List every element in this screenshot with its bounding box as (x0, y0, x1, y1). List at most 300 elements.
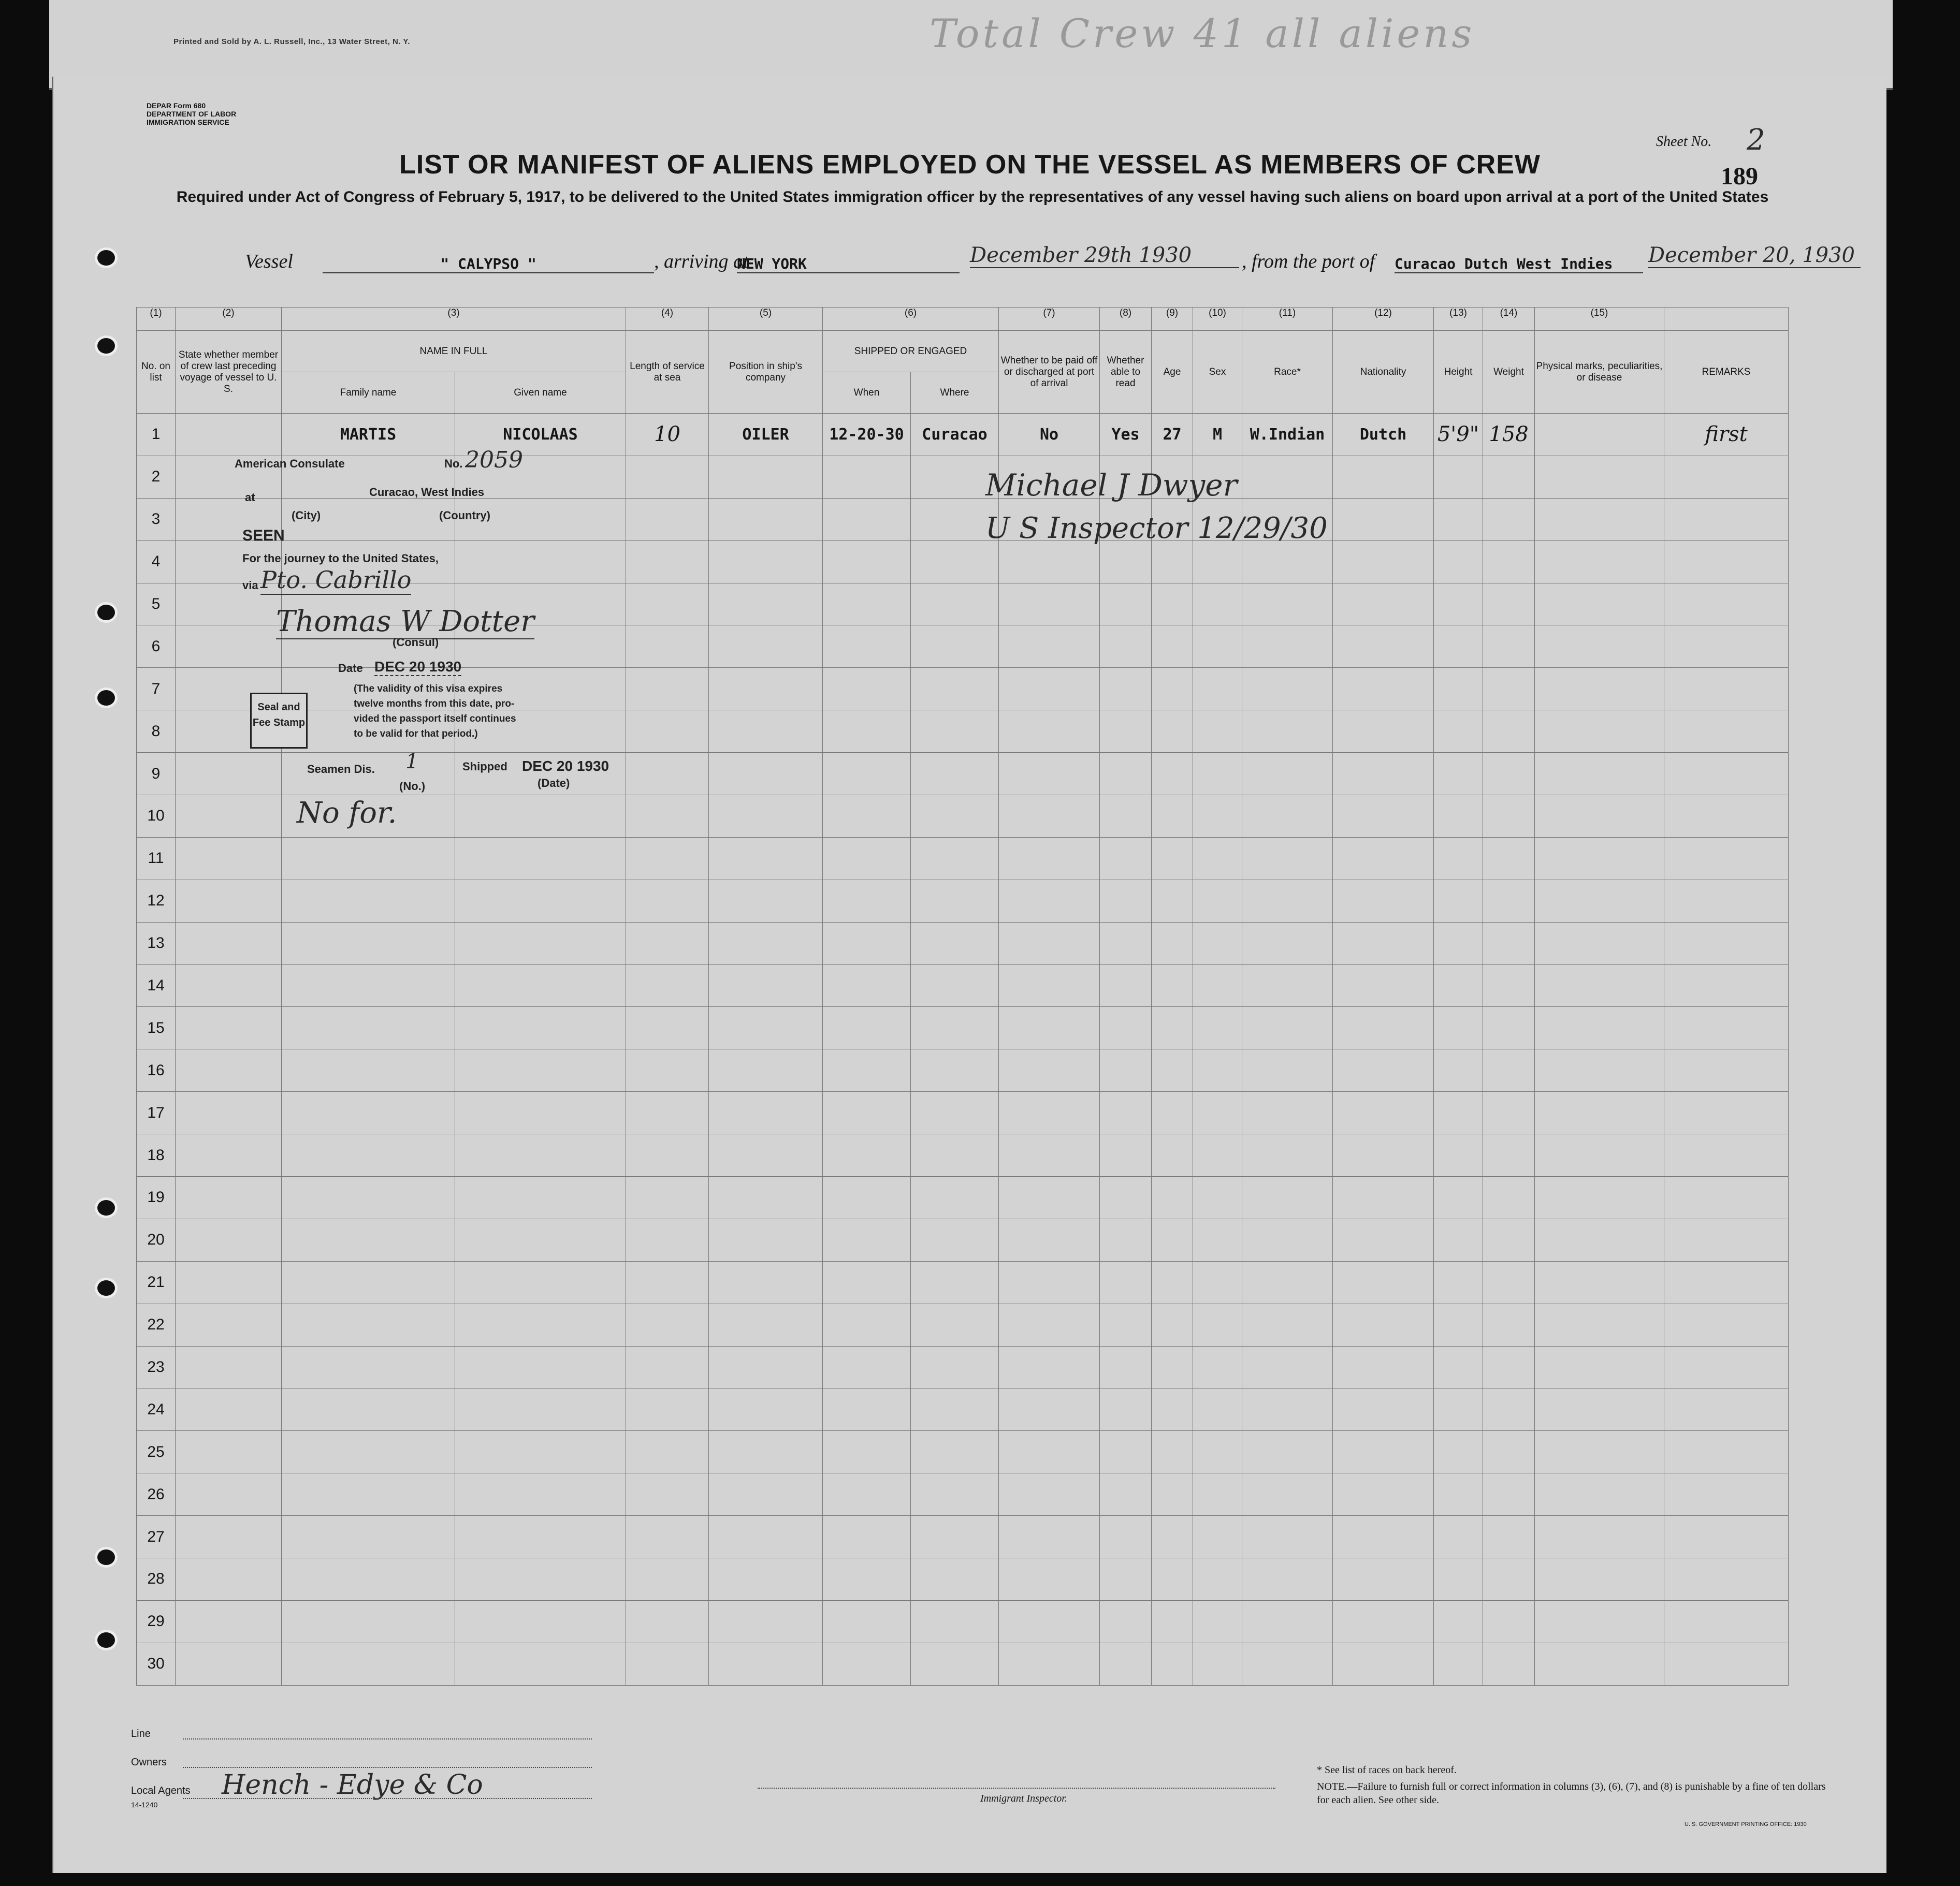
table-cell (282, 964, 455, 1007)
row-number: 6 (137, 625, 176, 668)
table-cell (999, 1473, 1100, 1516)
table-cell (1152, 1473, 1193, 1516)
table-cell (1483, 1473, 1535, 1516)
visa-date: DEC 20 1930 (374, 659, 461, 676)
table-cell: W.Indian (1242, 414, 1333, 456)
row-number: 18 (137, 1134, 176, 1177)
table-row (137, 1134, 1789, 1177)
table-cell (1535, 1431, 1664, 1473)
header-able-read: Whether able to read (1100, 331, 1152, 414)
table-cell (999, 1558, 1100, 1601)
table-cell (1193, 1431, 1242, 1473)
table-cell (1535, 668, 1664, 710)
country-label: (Country) (439, 509, 490, 522)
table-cell (176, 795, 282, 838)
table-cell (1535, 1049, 1664, 1092)
table-cell (1193, 1177, 1242, 1219)
header-no-on-list: No. on list (137, 331, 176, 414)
row-number: 11 (137, 837, 176, 880)
table-cell (282, 1643, 455, 1685)
table-cell (626, 456, 709, 498)
table-row (137, 1007, 1789, 1049)
table-cell (1535, 1007, 1664, 1049)
table-cell (455, 1007, 626, 1049)
table-row (137, 1516, 1789, 1558)
table-cell (1664, 1261, 1789, 1304)
table-cell (1483, 583, 1535, 625)
table-cell (282, 1092, 455, 1134)
table-cell (1664, 583, 1789, 625)
table-cell (709, 1049, 823, 1092)
table-cell (999, 710, 1100, 753)
table-cell (455, 922, 626, 964)
column-number: (3) (282, 308, 626, 331)
table-cell (823, 1049, 911, 1092)
table-cell (1483, 1134, 1535, 1177)
header-nationality: Nationality (1333, 331, 1434, 414)
table-cell (1100, 625, 1152, 668)
table-cell (626, 1261, 709, 1304)
table-cell (709, 795, 823, 838)
table-cell (823, 1431, 911, 1473)
table-cell (1333, 1134, 1434, 1177)
table-cell (176, 1388, 282, 1431)
column-number: (14) (1483, 308, 1535, 331)
row-number: 24 (137, 1388, 176, 1431)
table-cell (626, 1304, 709, 1346)
table-cell (911, 753, 999, 795)
table-cell (626, 540, 709, 583)
page-title: LIST OR MANIFEST OF ALIENS EMPLOYED ON THE VESSEL AS MEMBERS OF CREW (399, 150, 1541, 180)
table-cell: No (999, 414, 1100, 456)
table-cell (911, 1473, 999, 1516)
shipped-label: Shipped (462, 760, 507, 773)
table-cell (709, 1304, 823, 1346)
manifest-sheet (52, 77, 1886, 1873)
table-cell: first (1664, 414, 1789, 456)
table-cell (1333, 1473, 1434, 1516)
table-cell (1535, 1388, 1664, 1431)
table-cell (626, 1007, 709, 1049)
column-number: (8) (1100, 308, 1152, 331)
table-cell (1535, 837, 1664, 880)
table-cell (1193, 1134, 1242, 1177)
table-cell (176, 1134, 282, 1177)
handwritten-note: No for. (297, 796, 397, 830)
table-cell (1100, 753, 1152, 795)
table-cell (999, 1346, 1100, 1388)
table-cell (455, 1049, 626, 1092)
table-cell (823, 1473, 911, 1516)
table-cell (282, 1431, 455, 1473)
table-cell (1483, 456, 1535, 498)
table-cell (1664, 1346, 1789, 1388)
table-cell (1242, 1600, 1333, 1643)
table-cell (709, 964, 823, 1007)
table-cell (1664, 1092, 1789, 1134)
table-cell (455, 1600, 626, 1643)
owners-label: Owners (131, 1757, 167, 1768)
date-paren-label: (Date) (538, 777, 570, 790)
row-number: 21 (137, 1261, 176, 1304)
table-cell (1483, 1388, 1535, 1431)
table-cell (1483, 625, 1535, 668)
table-cell (1152, 1177, 1193, 1219)
table-cell (1333, 880, 1434, 922)
table-cell (1535, 1558, 1664, 1601)
table-cell (1152, 1219, 1193, 1261)
table-cell (709, 1177, 823, 1219)
table-cell (1242, 837, 1333, 880)
table-cell (1242, 1516, 1333, 1558)
table-cell (1100, 540, 1152, 583)
table-cell (1664, 668, 1789, 710)
table-cell (1434, 1346, 1483, 1388)
validity-line: twelve months from this date, pro- (354, 698, 515, 709)
table-cell (911, 1643, 999, 1685)
table-cell (626, 668, 709, 710)
table-cell (1193, 880, 1242, 922)
table-row (137, 1558, 1789, 1601)
line-label: Line (131, 1728, 151, 1739)
table-cell (455, 1643, 626, 1685)
table-cell (1434, 1134, 1483, 1177)
column-number-row (137, 308, 1789, 331)
row-number: 4 (137, 540, 176, 583)
table-cell (1242, 540, 1333, 583)
table-cell (1535, 1473, 1664, 1516)
table-cell (282, 1134, 455, 1177)
header-last-voyage: State whether member of crew last preceding voyage of vessel to U. S. (176, 331, 282, 414)
table-cell (1535, 1304, 1664, 1346)
table-cell (626, 625, 709, 668)
header-sex: Sex (1193, 331, 1242, 414)
departure-date: December 20, 1930 (1648, 243, 1861, 268)
table-cell (282, 1219, 455, 1261)
table-cell (709, 1219, 823, 1261)
table-cell (626, 1643, 709, 1685)
table-cell (626, 1346, 709, 1388)
table-cell (1152, 1431, 1193, 1473)
table-cell (999, 922, 1100, 964)
table-cell (626, 1431, 709, 1473)
validity-line: vided the passport itself continues (354, 713, 516, 724)
table-cell (999, 964, 1100, 1007)
table-cell (823, 1388, 911, 1431)
row-number: 8 (137, 710, 176, 753)
table-cell (176, 625, 282, 668)
row-number: 23 (137, 1346, 176, 1388)
table-cell (823, 668, 911, 710)
table-cell (999, 1431, 1100, 1473)
table-cell (1242, 964, 1333, 1007)
table-cell (1664, 456, 1789, 498)
table-cell (1483, 1092, 1535, 1134)
table-cell (1664, 540, 1789, 583)
table-cell (1193, 1304, 1242, 1346)
table-cell (1434, 795, 1483, 838)
table-cell (1100, 710, 1152, 753)
from-port: Curacao Dutch West Indies (1395, 255, 1643, 273)
row-number: 13 (137, 922, 176, 964)
column-number: (10) (1193, 308, 1242, 331)
table-row (137, 922, 1789, 964)
table-cell (1152, 837, 1193, 880)
row-number: 30 (137, 1643, 176, 1685)
header-family-name: Family name (282, 372, 455, 414)
table-cell (626, 1600, 709, 1643)
table-cell (1333, 456, 1434, 498)
table-cell (1664, 1049, 1789, 1092)
table-cell (626, 1388, 709, 1431)
inspector-signature-field (758, 1788, 1275, 1789)
punch-hole (95, 247, 118, 268)
table-cell (1193, 1558, 1242, 1601)
row-number: 10 (137, 795, 176, 838)
table-cell (911, 540, 999, 583)
table-cell (1193, 1007, 1242, 1049)
table-cell (1152, 922, 1193, 964)
table-cell (1434, 583, 1483, 625)
table-cell (1535, 964, 1664, 1007)
table-cell (709, 1431, 823, 1473)
header-position: Position in ship's company (709, 331, 823, 414)
table-cell (911, 583, 999, 625)
table-cell (999, 753, 1100, 795)
table-cell (1483, 1261, 1535, 1304)
table-cell (911, 1092, 999, 1134)
table-cell: 5'9" (1434, 414, 1483, 456)
crew-manifest-table (136, 307, 1789, 1686)
table-cell (1152, 880, 1193, 922)
table-cell (1664, 1558, 1789, 1601)
column-number (1664, 308, 1789, 331)
table-cell (1535, 456, 1664, 498)
table-cell (626, 922, 709, 964)
table-cell (911, 1261, 999, 1304)
table-cell (1664, 753, 1789, 795)
table-cell (1333, 1346, 1434, 1388)
table-cell (709, 1134, 823, 1177)
table-cell (1333, 1516, 1434, 1558)
printing-office: U. S. GOVERNMENT PRINTING OFFICE: 1930 (1685, 1821, 1807, 1827)
vessel-label: Vessel (245, 251, 293, 272)
row-number: 17 (137, 1092, 176, 1134)
column-number: (2) (176, 308, 282, 331)
table-cell (1100, 1177, 1152, 1219)
header-remarks: REMARKS (1664, 331, 1789, 414)
table-cell (709, 753, 823, 795)
table-cell (999, 1516, 1100, 1558)
table-cell (1193, 1261, 1242, 1304)
inspector-name: Michael J Dwyer (985, 467, 1238, 503)
table-cell (1535, 753, 1664, 795)
table-cell (999, 668, 1100, 710)
table-cell (455, 1092, 626, 1134)
table-cell (282, 1558, 455, 1601)
table-cell (911, 1346, 999, 1388)
table-cell (1242, 1346, 1333, 1388)
table-cell (1193, 1600, 1242, 1643)
table-cell (1434, 1007, 1483, 1049)
at-label: at (245, 491, 255, 504)
table-cell (1100, 1092, 1152, 1134)
table-cell (911, 1304, 999, 1346)
table-cell (1152, 668, 1193, 710)
table-cell (1333, 540, 1434, 583)
table-cell (1193, 625, 1242, 668)
table-cell (1242, 1388, 1333, 1431)
table-cell (455, 1134, 626, 1177)
table-cell (1434, 753, 1483, 795)
table-cell (1483, 1516, 1535, 1558)
table-cell (1100, 1388, 1152, 1431)
table-cell (823, 795, 911, 838)
table-cell (1152, 964, 1193, 1007)
table-cell (823, 1177, 911, 1219)
table-cell (1535, 583, 1664, 625)
table-cell (709, 880, 823, 922)
punch-hole (95, 1278, 118, 1298)
table-cell (709, 1558, 823, 1601)
form-code: 14-1240 (131, 1801, 158, 1809)
table-cell (455, 837, 626, 880)
table-cell (823, 1134, 911, 1177)
table-cell: Yes (1100, 414, 1152, 456)
table-cell (1100, 1431, 1152, 1473)
table-cell (455, 964, 626, 1007)
table-cell (1535, 1643, 1664, 1685)
table-cell: 12-20-30 (823, 414, 911, 456)
table-row (137, 1643, 1789, 1685)
table-cell (709, 498, 823, 540)
table-cell (1100, 1643, 1152, 1685)
table-cell (1242, 1219, 1333, 1261)
table-cell (1100, 1600, 1152, 1643)
arrival-date: December 29th 1930 (970, 243, 1239, 268)
table-cell (823, 922, 911, 964)
table-cell (911, 1134, 999, 1177)
table-cell (1242, 1473, 1333, 1516)
table-cell (1333, 1431, 1434, 1473)
table-cell (176, 1304, 282, 1346)
row-number: 7 (137, 668, 176, 710)
table-cell (999, 540, 1100, 583)
column-number: (5) (709, 308, 823, 331)
table-cell (1193, 1219, 1242, 1261)
manifest-rows (137, 414, 1789, 1686)
header-length-service: Length of service at sea (626, 331, 709, 414)
table-row (137, 1049, 1789, 1092)
arriving-label: , arriving at (654, 251, 749, 272)
seamen-number: 1 (405, 750, 419, 773)
table-cell (823, 1304, 911, 1346)
table-cell (1152, 1643, 1193, 1685)
header-shipped-engaged: SHIPPED OR ENGAGED (823, 331, 999, 372)
table-cell (1242, 1304, 1333, 1346)
table-cell (1242, 1177, 1333, 1219)
date-label: Date (338, 662, 363, 675)
table-cell (1242, 1643, 1333, 1685)
table-cell (626, 880, 709, 922)
table-cell (709, 456, 823, 498)
table-cell (1434, 710, 1483, 753)
validity-line: (The validity of this visa expires (354, 683, 503, 694)
table-cell (709, 922, 823, 964)
table-cell (1242, 625, 1333, 668)
table-cell (999, 583, 1100, 625)
via-signature: Pto. Cabrillo (260, 566, 412, 594)
table-cell (1535, 710, 1664, 753)
total-crew-note: Total Crew 41 all aliens (930, 10, 1475, 56)
table-cell (1483, 710, 1535, 753)
table-cell (911, 1049, 999, 1092)
punch-hole (95, 602, 118, 623)
table-cell (1242, 456, 1333, 498)
table-cell (823, 1600, 911, 1643)
table-cell (176, 1092, 282, 1134)
table-cell (626, 1092, 709, 1134)
table-cell (911, 1177, 999, 1219)
form-line: IMMIGRATION SERVICE (147, 118, 229, 126)
table-cell (1434, 1516, 1483, 1558)
table-cell (626, 710, 709, 753)
form-line: DEPAR Form 680 (147, 101, 206, 110)
table-cell (626, 583, 709, 625)
row-number: 16 (137, 1049, 176, 1092)
table-cell (1152, 1134, 1193, 1177)
table-row (137, 837, 1789, 880)
table-cell (1152, 1092, 1193, 1134)
table-cell (911, 710, 999, 753)
table-cell (626, 964, 709, 1007)
table-cell (1664, 837, 1789, 880)
table-cell: Curacao (911, 414, 999, 456)
row-number: 28 (137, 1558, 176, 1601)
table-cell (282, 1388, 455, 1431)
table-cell (1152, 1261, 1193, 1304)
table-cell (1483, 1558, 1535, 1601)
table-cell (1100, 1261, 1152, 1304)
table-row (137, 880, 1789, 922)
table-cell (1333, 1261, 1434, 1304)
table-cell (1434, 1431, 1483, 1473)
page-subtitle: Required under Act of Congress of February 5, 1917, to be delivered to the United States immigration officer by the representatives of any vessel having such aliens on board upon arrival at a port of the United States (176, 188, 1769, 206)
table-cell (1483, 1600, 1535, 1643)
table-cell (455, 1346, 626, 1388)
table-cell (911, 1600, 999, 1643)
table-cell (1333, 1600, 1434, 1643)
table-cell (1242, 1049, 1333, 1092)
table-cell (823, 1558, 911, 1601)
table-cell (1193, 1516, 1242, 1558)
table-cell (911, 922, 999, 964)
table-cell (1483, 1007, 1535, 1049)
table-cell (1535, 1219, 1664, 1261)
table-cell (1152, 1600, 1193, 1643)
column-header-row (137, 331, 1789, 372)
row-number: 2 (137, 456, 176, 498)
table-cell (1434, 1600, 1483, 1643)
table-cell (1193, 837, 1242, 880)
table-cell (999, 1007, 1100, 1049)
table-cell (1152, 1304, 1193, 1346)
table-cell (1152, 1049, 1193, 1092)
table-cell (709, 668, 823, 710)
table-cell (823, 837, 911, 880)
header-height: Height (1434, 331, 1483, 414)
table-cell (1483, 1219, 1535, 1261)
